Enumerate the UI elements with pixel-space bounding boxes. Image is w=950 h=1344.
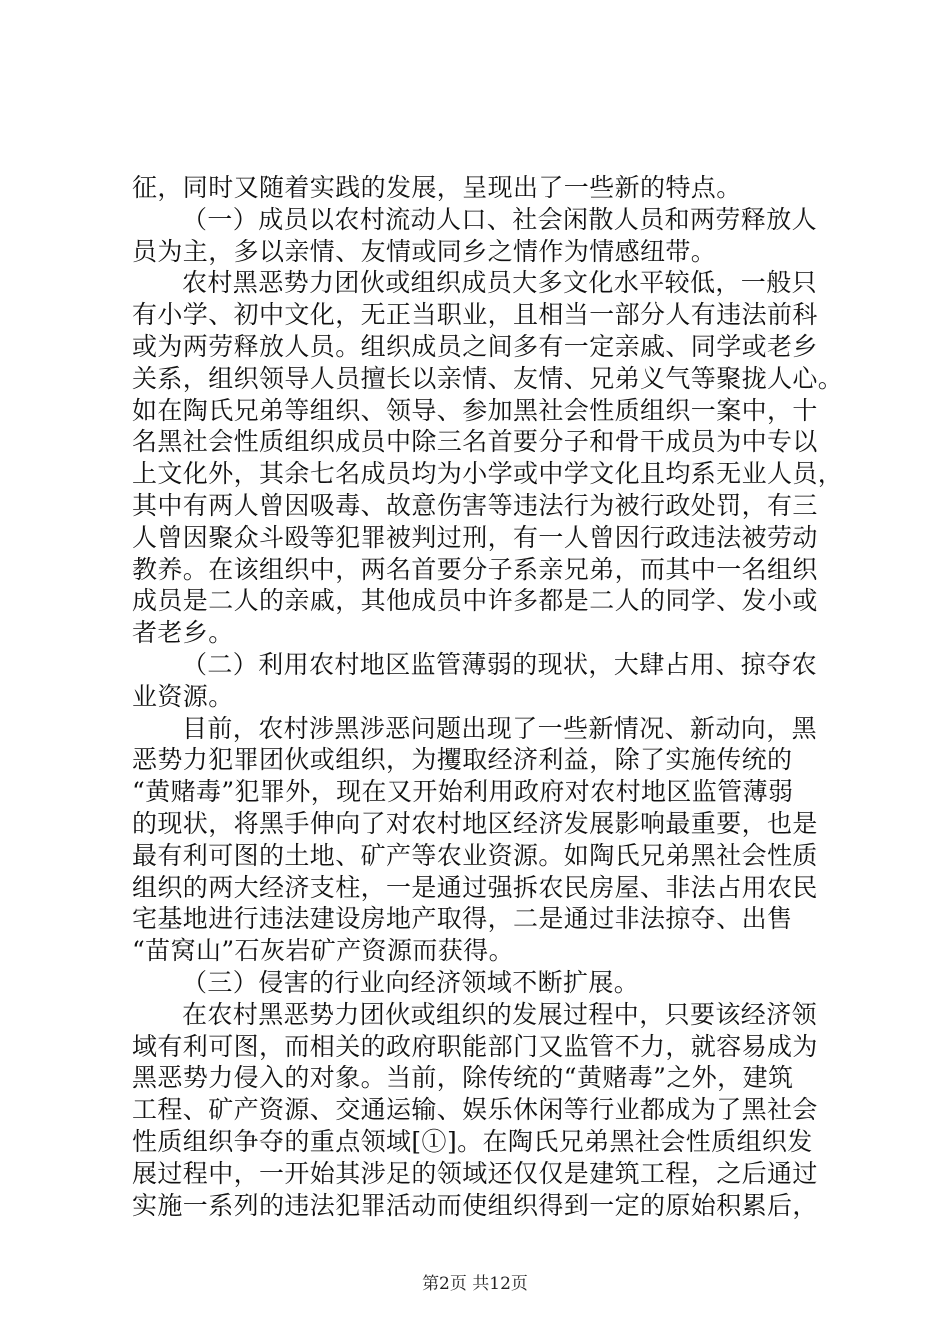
text-line: 上文化外，其余七名成员均为小学或中学文化且均系无业人员， (132, 459, 844, 489)
text-line: 者老乡。 (132, 618, 234, 648)
text-line: 性质组织争夺的重点领域[①]。在陶氏兄弟黑社会性质组织发 (132, 1126, 813, 1156)
text-line: 教养。在该组织中，两名首要分子系亲兄弟，而其中一名组织 (132, 554, 818, 584)
text-line: （二）利用农村地区监管薄弱的现状，大肆占用、掠夺农 (182, 649, 818, 679)
text-line: 其中有两人曾因吸毒、故意伤害等违法行为被行政处罚，有三 (132, 490, 818, 520)
text-line: 人曾因聚众斗殴等犯罪被判过刑，有一人曾因行政违法被劳动 (132, 522, 818, 552)
text-line: 工程、矿产资源、交通运输、娱乐休闲等行业都成为了黑社会 (132, 1095, 818, 1125)
text-line: 展过程中，一开始其涉足的领域还仅仅是建筑工程，之后通过 (132, 1158, 818, 1188)
text-line: 最有利可图的土地、矿产等农业资源。如陶氏兄弟黑社会性质 (132, 840, 818, 870)
text-line: 如在陶氏兄弟等组织、领导、参加黑社会性质组织一案中，十 (132, 395, 818, 425)
text-line: “黄赌毒”犯罪外，现在又开始利用政府对农村地区监管薄弱 (132, 777, 794, 807)
body-text (132, 172, 844, 1221)
text-line: 的现状，将黑手伸向了对农村地区经济发展影响最重要，也是 (132, 808, 818, 838)
text-line: 关系，组织领导人员擅长以亲情、友情、兄弟义气等聚拢人心。 (132, 363, 844, 393)
text-line: （三）侵害的行业向经济领域不断扩展。 (182, 967, 640, 997)
text-line: 目前，农村涉黑涉恶问题出现了一些新情况、新动向，黑 (182, 713, 818, 743)
text-line: 黑恶势力侵入的对象。当前，除传统的“黄赌毒”之外，建筑 (132, 1063, 794, 1093)
text-line: 业资源。 (132, 681, 234, 711)
text-line: 有小学、初中文化，无正当职业，且相当一部分人有违法前科 (132, 300, 818, 330)
text-line: 员为主，多以亲情、友情或同乡之情作为情感纽带。 (132, 236, 717, 266)
text-line: 宅基地进行违法建设房地产取得，二是通过非法掠夺、出售 (132, 904, 793, 934)
text-line: 域有利可图，而相关的政府职能部门又监管不力，就容易成为 (132, 1031, 818, 1061)
text-line: 恶势力犯罪团伙或组织，为攫取经济利益，除了实施传统的 (132, 745, 793, 775)
text-line: 名黑社会性质组织成员中除三名首要分子和骨干成员为中专以 (132, 427, 818, 457)
text-line: 征，同时又随着实践的发展，呈现出了一些新的特点。 (132, 173, 742, 202)
text-line: 或为两劳释放人员。组织成员之间多有一定亲戚、同学或老乡 (132, 331, 818, 361)
text-line: 成员是二人的亲戚，其他成员中许多都是二人的同学、发小或 (132, 586, 818, 616)
text-line: 实施一系列的违法犯罪活动而使组织得到一定的原始积累后， (132, 1190, 818, 1220)
page-footer: 第2页 共12页 (422, 1274, 528, 1294)
text-line: 农村黑恶势力团伙或组织成员大多文化水平较低，一般只 (182, 268, 818, 298)
text-line: 组织的两大经济支柱，一是通过强拆农民房屋、非法占用农民 (132, 872, 818, 902)
text-line: “苗窝山”石灰岩矿产资源而获得。 (132, 936, 514, 966)
text-line: （一）成员以农村流动人口、社会闲散人员和两劳释放人 (182, 204, 818, 234)
text-line: 在农村黑恶势力团伙或组织的发展过程中，只要该经济领 (182, 999, 818, 1029)
